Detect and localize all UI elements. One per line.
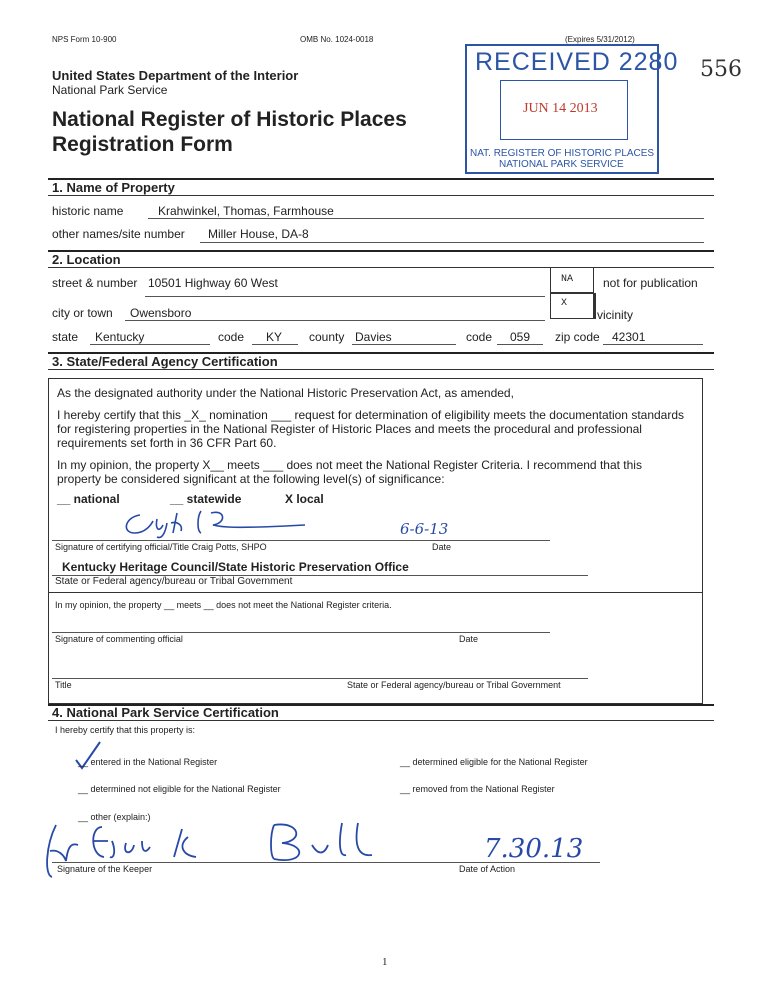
level-local[interactable]: X local [285,492,324,506]
city-label: city or town [52,306,113,320]
not-for-publication-box[interactable] [550,267,594,293]
state-code-value[interactable]: KY [266,330,283,344]
stamp-received: RECEIVED 2280 [475,48,679,76]
action-date-label: Date of Action [459,864,516,874]
agency-name: National Park Service [52,83,168,97]
section2-top-rule [48,250,714,252]
cert-para1: As the designated authority under the National Historic Preservation Act, as amended, [57,386,514,400]
street-label: street & number [52,276,138,290]
option-other[interactable]: __ other (explain:) [78,812,151,822]
county-code-value[interactable]: 059 [510,330,531,344]
agency-label: State or Federal agency/bureau or Tribal Government [55,576,293,587]
keeper-action-date: 7.30.13 [484,834,584,864]
vicinity-box[interactable] [550,293,594,319]
vicinity-label: vicinity [597,308,634,322]
zip-value[interactable]: 42301 [612,330,646,344]
nfp-box-value: NA [561,274,574,285]
section3-heading: 3. State/Federal Agency Certification [52,354,278,369]
county-code-label: code [466,330,493,344]
agency-label-2: State or Federal agency/bureau or Tribal Government [347,680,561,690]
state-code-label: code [218,330,245,344]
title-line [52,678,588,679]
handwritten-number: 556 [700,57,742,82]
other-names-label: other names/site number [52,227,185,241]
other-names-line [200,242,704,243]
level-statewide[interactable]: __ statewide [170,492,242,506]
state-label: state [52,330,79,344]
city-value[interactable]: Owensboro [130,306,192,320]
option-removed[interactable]: __ removed from the National Register [400,784,555,794]
street-line [145,296,545,297]
keeper-sig-label: Signature of the Keeper [57,864,153,874]
omb-number: OMB No. 1024-0018 [300,35,374,44]
county-value[interactable]: Davies [355,330,392,344]
expiration-date: (Expires 5/31/2012) [565,35,635,44]
shpo-sign-date: 6-6-13 [400,520,449,538]
nfp-label: not for publication [603,276,698,290]
stamp-line2: NATIONAL PARK SERVICE [499,159,624,170]
shpo-sig-line [52,540,550,541]
option-entered[interactable]: __ entered in the National Register [78,757,218,767]
section1-heading-rule [48,195,714,196]
cert-para2-line3: requirements set forth in 36 CFR Part 60. [57,436,277,450]
comment-separator [48,592,703,593]
stamp-date-box [500,80,628,140]
street-value[interactable]: 10501 Highway 60 West [148,276,278,290]
cert-para2-line1: I hereby certify that this _X_ nomination ___ request for determination of eligibility meets the documentation standards [57,408,685,422]
other-names-value[interactable]: Miller House, DA-8 [208,227,309,241]
agency-name-value[interactable]: Kentucky Heritage Council/State Historic Preservation Office [62,560,409,574]
option-determined-eligible[interactable]: __ determined eligible for the National Register [400,757,588,767]
comment-opinion: In my opinion, the property __ meets __ does not meet the National Register criteria. [55,600,392,610]
stamp-date: JUN 14 2013 [523,101,598,116]
title-label: Title [55,680,72,690]
county-line [352,344,456,345]
city-line [125,320,545,321]
vicinity-divider [594,293,596,319]
state-value[interactable]: Kentucky [95,330,145,344]
page-number: 1 [382,956,388,968]
zip-label: zip code [555,330,600,344]
section2-heading-rule [48,267,714,268]
cert-para2-line2: for registering properties in the National Register of Historic Places and meets the procedural and professional [57,422,642,436]
vicinity-box-value: X [561,298,568,309]
section1-heading: 1. Name of Property [52,180,175,195]
section4-heading: 4. National Park Service Certification [52,705,279,720]
zip-line [603,344,703,345]
stamp-line1: NAT. REGISTER OF HISTORIC PLACES [470,148,655,159]
county-label: county [309,330,345,344]
comment-sig-line [52,632,550,633]
section4-heading-rule [48,720,714,721]
shpo-sig-label: Signature of certifying official/Title Craig Potts, SHPO [55,542,267,552]
comment-date-label: Date [459,634,479,644]
keeper-sig-line [52,862,600,863]
section3-heading-rule [48,369,714,370]
historic-name-label: historic name [52,204,124,218]
cert-para3-line2: property be considered significant at the following level(s) of significance: [57,472,445,486]
department-name: United States Department of the Interior [52,68,299,83]
level-national[interactable]: __ national [57,492,120,506]
form-number: NPS Form 10-900 [52,35,117,44]
form-title-line1: National Register of Historic Places [52,108,407,131]
shpo-signature [115,503,315,539]
cert-para3-line1: In my opinion, the property X__ meets ___ does not meet the National Register Criteria. I recommend that this [57,458,642,472]
received-stamp [465,44,679,174]
county-code-line [497,344,543,345]
comment-sig-label: Signature of commenting official [55,634,183,644]
historic-name-line [148,218,704,219]
form-title-line2: Registration Form [52,133,233,156]
state-line [90,344,210,345]
state-code-line [252,344,298,345]
historic-name-value[interactable]: Krahwinkel, Thomas, Farmhouse [158,204,334,218]
nps-intro: I hereby certify that this property is: [55,725,196,735]
keeper-signature [42,815,382,885]
option-not-eligible[interactable]: __ determined not eligible for the National Register [78,784,281,794]
shpo-date-label: Date [432,542,452,552]
section2-heading: 2. Location [52,252,121,267]
